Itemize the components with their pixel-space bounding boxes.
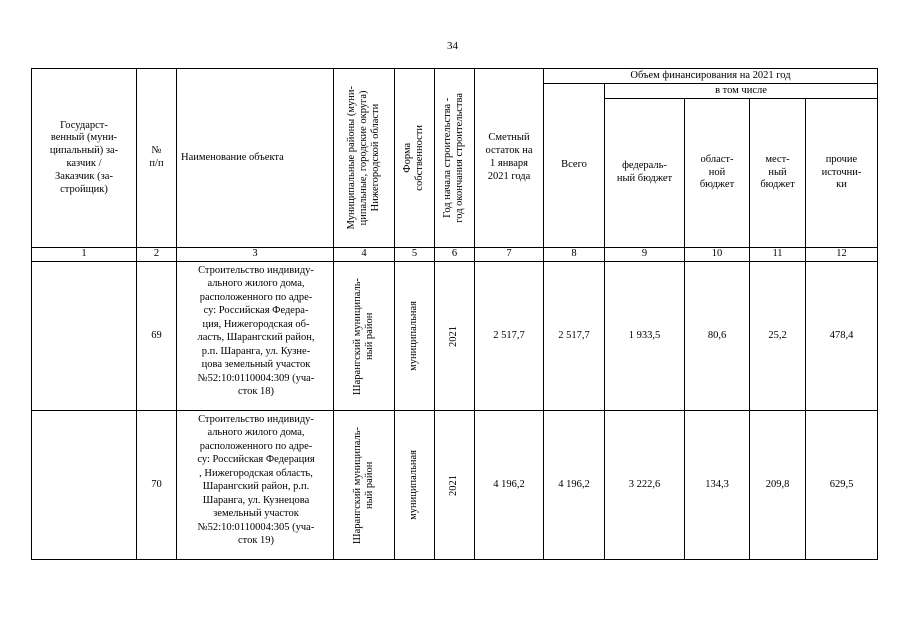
page-number: 34 <box>447 40 458 52</box>
header-index: № п/п <box>137 69 177 248</box>
header-ownership <box>395 69 435 248</box>
financing-table <box>31 68 878 560</box>
column-number: 10 <box>685 248 750 262</box>
cell-total: 4 196,2 <box>544 411 605 560</box>
cell-object-name: Строительство индивиду- ального жилого дома, расположенного по адре- су: Российская Федерация , Нижегородская область, Шарангский район, р.п. Шаранга, ул. Кузнецова земельный участок №52:10:0110004:305 (уча- сток 19) <box>177 411 334 560</box>
table-row <box>32 411 878 560</box>
column-number: 3 <box>177 248 334 262</box>
header-object-name: Наименование объекта <box>177 69 334 248</box>
header-row-top <box>32 69 878 84</box>
cell-regional: 80,6 <box>685 262 750 411</box>
column-number: 5 <box>395 248 435 262</box>
cell-ownership-text: муниципальная <box>408 301 420 371</box>
header-regional: област- ной бюджет <box>685 99 750 248</box>
cell-index: 69 <box>137 262 177 411</box>
column-number: 2 <box>137 248 177 262</box>
cell-district <box>334 262 395 411</box>
column-number: 12 <box>806 248 878 262</box>
header-including: в том числе <box>605 84 878 99</box>
header-federal: федераль- ный бюджет <box>605 99 685 248</box>
cell-local: 209,8 <box>750 411 806 560</box>
column-numbers-row <box>32 248 878 262</box>
column-number: 4 <box>334 248 395 262</box>
column-number: 7 <box>475 248 544 262</box>
cell-total: 2 517,7 <box>544 262 605 411</box>
cell-local: 25,2 <box>750 262 806 411</box>
cell-regional: 134,3 <box>685 411 750 560</box>
cell-federal: 1 933,5 <box>605 262 685 411</box>
header-estimate: Сметный остаток на 1 января 2021 года <box>475 69 544 248</box>
header-years <box>435 69 475 248</box>
cell-other: 629,5 <box>806 411 878 560</box>
cell-years <box>435 411 475 560</box>
header-years-text: Год начала строительства - год окончания строительства <box>442 93 466 223</box>
table-row <box>32 262 878 411</box>
header-districts-text: Муниципальные районы (муни- ципальные, городские округа) Нижегородской области <box>345 86 382 230</box>
column-number: 6 <box>435 248 475 262</box>
cell-ownership <box>395 262 435 411</box>
cell-years-text: 2021 <box>448 325 460 347</box>
cell-ownership <box>395 411 435 560</box>
cell-index: 70 <box>137 411 177 560</box>
header-other: прочие источни- ки <box>806 99 878 248</box>
column-number: 8 <box>544 248 605 262</box>
header-financing: Объем финансирования на 2021 год <box>544 69 878 84</box>
cell-other: 478,4 <box>806 262 878 411</box>
cell-customer <box>32 262 137 411</box>
header-local: мест- ный бюджет <box>750 99 806 248</box>
header-districts <box>334 69 395 248</box>
cell-estimate: 4 196,2 <box>475 411 544 560</box>
cell-district-text: Шарангский муниципаль- ный район <box>351 426 375 544</box>
column-number: 11 <box>750 248 806 262</box>
cell-estimate: 2 517,7 <box>475 262 544 411</box>
header-total: Всего <box>544 84 605 248</box>
cell-customer <box>32 411 137 560</box>
cell-years <box>435 262 475 411</box>
header-customer: Государст- венный (муни- ципальный) за- казчик / Заказчик (за- стройщик) <box>32 69 137 248</box>
cell-years-text: 2021 <box>448 474 460 496</box>
column-number: 1 <box>32 248 137 262</box>
cell-ownership-text: муниципальная <box>408 450 420 520</box>
cell-federal: 3 222,6 <box>605 411 685 560</box>
cell-district <box>334 411 395 560</box>
column-number: 9 <box>605 248 685 262</box>
header-ownership-text: Форма собственности <box>402 125 426 191</box>
cell-district-text: Шарангский муниципаль- ный район <box>351 277 375 395</box>
cell-object-name: Строительство индивиду- ального жилого дома, расположенного по адре- су: Российская Федера- ция, Нижегородская об- ласть, Шарангский район, р.п. Шаранга, ул. Кузне- цова земельный участок №52:10:0110004:309 (уча- сток 18) <box>177 262 334 411</box>
